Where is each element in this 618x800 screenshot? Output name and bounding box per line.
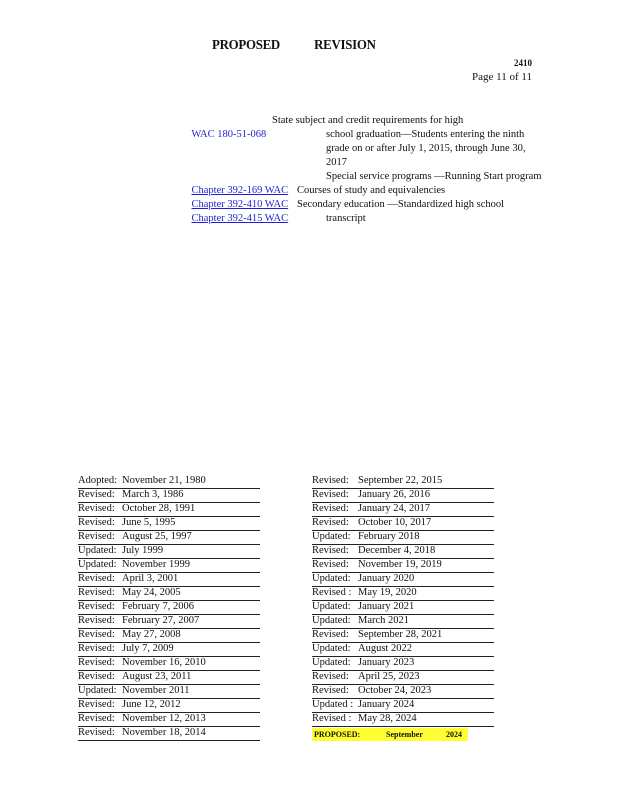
history-row: [78, 587, 260, 601]
history-label: Revised:: [78, 727, 115, 738]
history-date: November 21, 1980: [122, 475, 206, 486]
history-date: August 2022: [358, 643, 412, 654]
history-label: Updated:: [312, 601, 351, 612]
history-date: November 18, 2014: [122, 727, 206, 738]
history-row: [312, 643, 494, 657]
history-row: [312, 531, 494, 545]
history-date: June 12, 2012: [122, 699, 181, 710]
history-date: October 28, 1991: [122, 503, 196, 514]
reference-link-wac-180-51-068[interactable]: [181, 114, 266, 156]
history-date: March 2021: [358, 615, 410, 626]
history-row: [312, 671, 494, 685]
history-date: May 27, 2008: [122, 629, 181, 640]
history-label: Revised:: [78, 573, 115, 584]
history-date: April 25, 2023: [358, 671, 420, 682]
history-label: Updated:: [312, 573, 351, 584]
history-row: [78, 545, 260, 559]
history-row: [78, 671, 260, 685]
history-row: [312, 545, 494, 559]
history-row: [78, 559, 260, 573]
history-row: [78, 573, 260, 587]
history-row: [78, 699, 260, 713]
reference-link-chapter-392-415[interactable]: [181, 198, 288, 240]
history-label: Revised:: [312, 503, 349, 514]
history-row: [312, 489, 494, 503]
history-row: [78, 685, 260, 699]
proposed-row: [312, 728, 468, 741]
history-row: [78, 643, 260, 657]
history-date: February 2018: [358, 531, 420, 542]
history-row: [78, 713, 260, 727]
history-date: May 28, 2024: [358, 713, 417, 724]
history-date: January 2020: [358, 573, 415, 584]
reference-link-text[interactable]: Chapter 392-415 WAC: [191, 213, 289, 224]
history-date: January 2021: [358, 601, 415, 612]
history-row: [78, 657, 260, 671]
history-date: October 10, 2017: [358, 517, 432, 528]
history-label: Revised:: [78, 657, 115, 668]
history-row: [312, 587, 494, 601]
reference-link-text[interactable]: Chapter 392-410 WAC: [191, 199, 289, 210]
history-label: Revised:: [312, 671, 349, 682]
history-label: Revised :: [312, 713, 352, 724]
history-row: [312, 699, 494, 713]
history-label: Revised:: [78, 615, 115, 626]
history-date: June 5, 1995: [122, 517, 176, 528]
history-date: November 2011: [122, 685, 190, 696]
history-row: [312, 573, 494, 587]
history-label: Updated:: [78, 685, 117, 696]
history-date: September 22, 2015: [358, 475, 443, 486]
history-row: [78, 475, 260, 489]
history-date: September 28, 2021: [358, 629, 443, 640]
history-date: January 2023: [358, 657, 415, 668]
history-row: [312, 517, 494, 531]
history-row: [78, 489, 260, 503]
proposed-month: September: [386, 730, 423, 739]
document-title: PROPOSED REVISION: [212, 38, 376, 53]
history-label: Revised :: [312, 587, 352, 598]
history-date: November 12, 2013: [122, 713, 206, 724]
proposed-year: 2024: [446, 730, 462, 739]
reference-link-text[interactable]: Chapter 392-169 WAC: [191, 185, 289, 196]
history-label: Revised:: [78, 531, 115, 542]
history-row: [78, 615, 260, 629]
history-date: January 2024: [358, 699, 415, 710]
history-label: Updated:: [312, 531, 351, 542]
history-date: February 7, 2006: [122, 601, 195, 612]
reference-desc-line: 2017: [326, 157, 347, 168]
history-date: November 1999: [122, 559, 190, 570]
history-label: Revised:: [312, 629, 349, 640]
history-row: [312, 629, 494, 643]
history-row: [312, 475, 494, 489]
history-row: [312, 657, 494, 671]
history-label: Revised:: [78, 671, 115, 682]
reference-desc-line: school graduation—Students entering the ninth: [326, 129, 525, 140]
history-row: [312, 601, 494, 615]
history-row: [78, 503, 260, 517]
history-label: Revised:: [312, 545, 349, 556]
history-label: Adopted:: [78, 475, 118, 486]
reference-link-text[interactable]: WAC 180-51-068: [191, 129, 267, 140]
history-label: Revised:: [312, 517, 349, 528]
history-label: Revised:: [78, 643, 115, 654]
history-label: Updated:: [78, 545, 117, 556]
history-row: [78, 727, 260, 741]
history-row: [78, 531, 260, 545]
history-row: [312, 685, 494, 699]
history-date: April 3, 2001: [122, 573, 179, 584]
history-date: October 24, 2023: [358, 685, 432, 696]
history-date: November 16, 2010: [122, 657, 206, 668]
reference-desc-line: Secondary education —Standardized high school: [297, 199, 505, 210]
policy-number: 2410: [514, 58, 532, 68]
history-label: Updated:: [78, 559, 117, 570]
history-label: Revised:: [78, 587, 115, 598]
history-row: [312, 615, 494, 629]
history-label: Revised:: [312, 475, 349, 486]
history-row: [312, 503, 494, 517]
history-date: July 1999: [122, 545, 164, 556]
history-label: Updated:: [312, 657, 351, 668]
history-date: December 4, 2018: [358, 545, 436, 556]
history-row: [78, 601, 260, 615]
page-number: Page 11 of 11: [472, 71, 532, 83]
history-label: Updated:: [312, 643, 351, 654]
history-date: February 27, 2007: [122, 615, 200, 626]
history-date: March 3, 1986: [122, 489, 184, 500]
history-row: [78, 517, 260, 531]
reference-desc-line: Courses of study and equivalencies: [297, 185, 446, 196]
history-date: August 23, 2011: [122, 671, 192, 682]
history-label: Revised:: [312, 559, 349, 570]
history-label: Revised:: [312, 685, 349, 696]
history-date: November 19, 2019: [358, 559, 442, 570]
history-label: Revised:: [78, 629, 115, 640]
history-label: Revised:: [78, 699, 115, 710]
reference-desc-line: Special service programs —Running Start program: [326, 171, 542, 182]
references-section: [181, 114, 571, 338]
history-label: Revised:: [78, 601, 115, 612]
history-date: January 24, 2017: [358, 503, 431, 514]
history-label: Updated:: [312, 615, 351, 626]
reference-desc-line: transcript: [326, 213, 366, 224]
history-label: Revised:: [78, 489, 115, 500]
history-date: January 26, 2016: [358, 489, 431, 500]
history-row: [312, 713, 494, 727]
reference-desc-line: grade on or after July 1, 2015, through June 30,: [326, 143, 526, 154]
history-label: Revised:: [78, 503, 115, 514]
history-label: Updated :: [312, 699, 354, 710]
history-label: Revised:: [78, 517, 115, 528]
history-date: July 7, 2009: [122, 643, 174, 654]
history-label: Revised:: [312, 489, 349, 500]
history-row: [78, 629, 260, 643]
history-date: May 24, 2005: [122, 587, 181, 598]
reference-desc-line: State subject and credit requirements for high: [272, 115, 464, 126]
history-date: August 25, 1997: [122, 531, 192, 542]
history-row: [312, 559, 494, 573]
proposed-label: PROPOSED:: [314, 730, 361, 739]
history-date: May 19, 2020: [358, 587, 417, 598]
history-label: Revised:: [78, 713, 115, 724]
